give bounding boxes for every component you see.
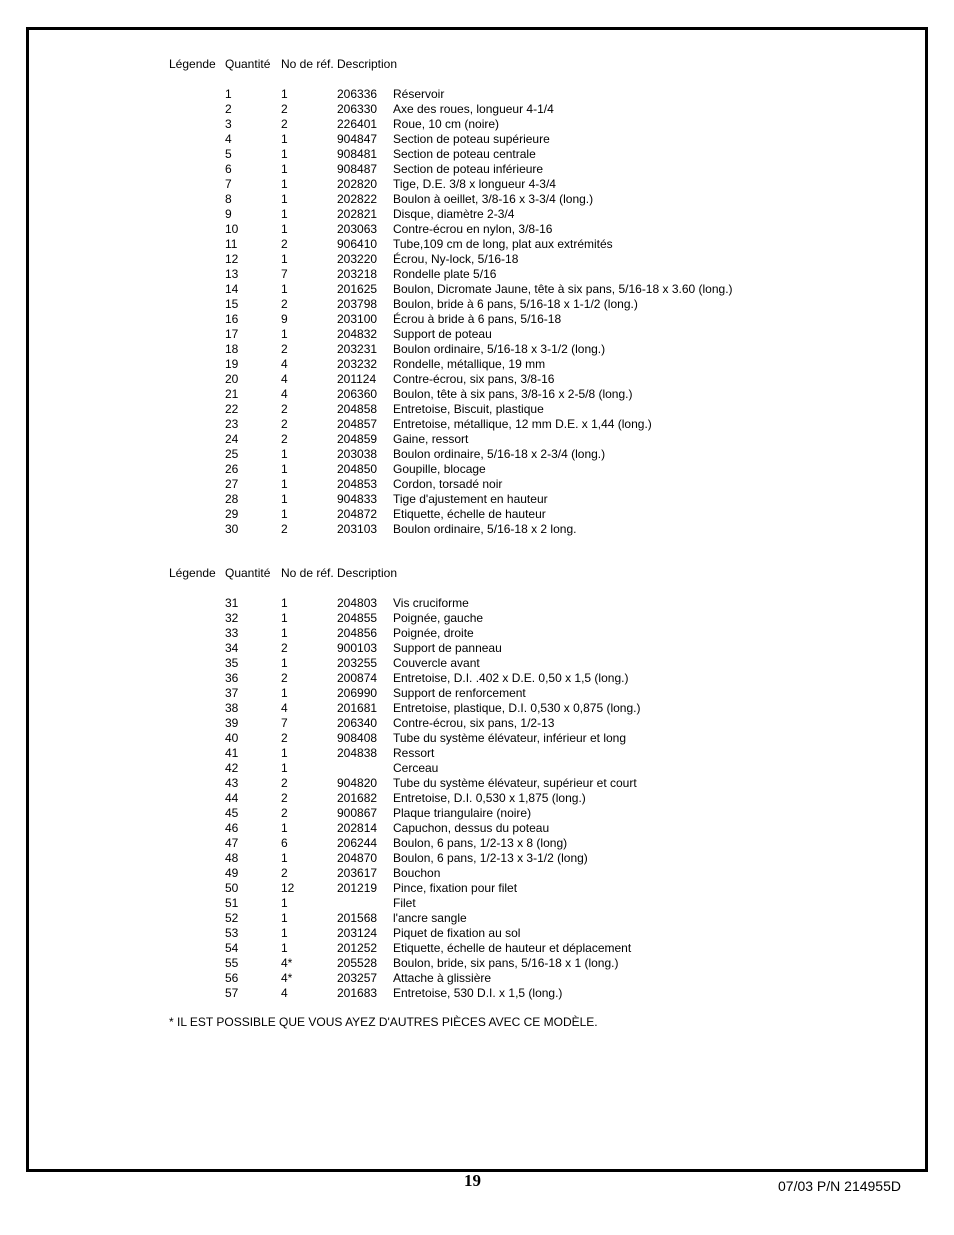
row-description: Support de panneau — [393, 641, 502, 655]
row-description: Entretoise, D.I. 0,530 x 1,875 (long.) — [393, 791, 586, 805]
row-legend-number: 3 — [225, 117, 232, 131]
row-description: l'ancre sangle — [393, 911, 467, 925]
row-description: Écrou à bride à 6 pans, 5/16-18 — [393, 312, 562, 326]
row-quantity: 1 — [281, 207, 288, 221]
row-description: Entretoise, D.I. .402 x D.E. 0,50 x 1,5 (long.) — [393, 671, 629, 685]
row-ref-number: 201683 — [337, 986, 378, 1000]
row-ref-number: 200874 — [337, 671, 378, 685]
row-description: Entretoise, métallique, 12 mm D.E. x 1,44 (long.) — [393, 417, 652, 431]
row-ref-number: 205528 — [337, 956, 378, 970]
header-quantity: Quantité — [225, 57, 271, 71]
row-ref-number: 203100 — [337, 312, 378, 326]
row-ref-number: 204803 — [337, 596, 378, 610]
header-legend: Légende — [169, 57, 216, 71]
row-ref-number: 206336 — [337, 87, 378, 101]
row-quantity: 1 — [281, 222, 288, 236]
row-legend-number: 20 — [225, 372, 239, 386]
row-description: Entretoise, plastique, D.I. 0,530 x 0,875 (long.) — [393, 701, 641, 715]
row-ref-number: 206360 — [337, 387, 378, 401]
row-description: Boulon, Dicromate Jaune, tête à six pans, 5/16-18 x 3.60 (long.) — [393, 282, 733, 296]
row-ref-number: 204859 — [337, 432, 378, 446]
row-ref-number: 203257 — [337, 971, 378, 985]
row-ref-number: 201124 — [337, 372, 377, 386]
row-description: Boulon à oeillet, 3/8-16 x 3-3/4 (long.) — [393, 192, 594, 206]
header-ref: No de réf. — [281, 57, 334, 71]
row-ref-number: 204850 — [337, 462, 378, 476]
row-quantity: 1 — [281, 447, 288, 461]
row-description: Support de renforcement — [393, 686, 526, 700]
row-quantity: 2 — [281, 342, 288, 356]
row-quantity: 1 — [281, 821, 288, 835]
row-ref-number: 204872 — [337, 507, 378, 521]
row-ref-number: 206244 — [337, 836, 378, 850]
row-description: Boulon ordinaire, 5/16-18 x 2-3/4 (long.) — [393, 447, 606, 461]
row-description: Vis cruciforme — [393, 596, 469, 610]
row-description: Couvercle avant — [393, 656, 480, 670]
row-quantity: 1 — [281, 941, 288, 955]
header-quantity: Quantité — [225, 566, 271, 580]
row-description: Entretoise, Biscuit, plastique — [393, 402, 544, 416]
row-quantity: 1 — [281, 761, 288, 775]
row-description: Tige d'ajustement en hauteur — [393, 492, 548, 506]
row-quantity: 2 — [281, 117, 288, 131]
row-ref-number: 908481 — [337, 147, 378, 161]
row-legend-number: 10 — [225, 222, 239, 236]
row-description: Contre-écrou, six pans, 3/8-16 — [393, 372, 555, 386]
row-ref-number: 204832 — [337, 327, 378, 341]
row-ref-number: 201219 — [337, 881, 378, 895]
row-quantity: 1 — [281, 282, 288, 296]
row-ref-number: 206340 — [337, 716, 378, 730]
row-ref-number: 206330 — [337, 102, 378, 116]
row-legend-number: 52 — [225, 911, 239, 925]
row-legend-number: 33 — [225, 626, 239, 640]
row-quantity: 4 — [281, 387, 288, 401]
row-quantity: 4* — [281, 971, 293, 985]
row-quantity: 4 — [281, 372, 288, 386]
row-legend-number: 44 — [225, 791, 239, 805]
row-legend-number: 26 — [225, 462, 239, 476]
row-quantity: 1 — [281, 507, 288, 521]
row-quantity: 1 — [281, 477, 288, 491]
page-number: 19 — [464, 1171, 481, 1190]
row-ref-number: 201252 — [337, 941, 378, 955]
row-ref-number: 204838 — [337, 746, 378, 760]
row-description: Réservoir — [393, 87, 445, 101]
row-legend-number: 7 — [225, 177, 232, 191]
row-legend-number: 16 — [225, 312, 239, 326]
row-description: Poignée, gauche — [393, 611, 484, 625]
row-legend-number: 53 — [225, 926, 239, 940]
row-legend-number: 36 — [225, 671, 239, 685]
row-legend-number: 9 — [225, 207, 232, 221]
row-legend-number: 46 — [225, 821, 239, 835]
row-legend-number: 21 — [225, 387, 239, 401]
row-quantity: 1 — [281, 596, 288, 610]
row-quantity: 1 — [281, 911, 288, 925]
row-ref-number: 202821 — [337, 207, 378, 221]
row-legend-number: 2 — [225, 102, 232, 116]
row-quantity: 1 — [281, 177, 288, 191]
row-description: Contre-écrou, six pans, 1/2-13 — [393, 716, 555, 730]
row-ref-number: 204857 — [337, 417, 378, 431]
row-description: Cordon, torsadé noir — [393, 477, 503, 491]
row-description: Gaine, ressort — [393, 432, 469, 446]
row-legend-number: 45 — [225, 806, 239, 820]
row-ref-number: 900867 — [337, 806, 378, 820]
row-ref-number: 201568 — [337, 911, 378, 925]
row-quantity: 1 — [281, 626, 288, 640]
row-description: Poignée, droite — [393, 626, 474, 640]
row-ref-number: 202822 — [337, 192, 378, 206]
row-description: Section de poteau inférieure — [393, 162, 544, 176]
row-description: Boulon, bride à 6 pans, 5/16-18 x 1-1/2 (long.) — [393, 297, 638, 311]
row-quantity: 2 — [281, 671, 288, 685]
row-legend-number: 14 — [225, 282, 239, 296]
row-ref-number: 203231 — [337, 342, 378, 356]
row-legend-number: 57 — [225, 986, 239, 1000]
footnote: * IL EST POSSIBLE QUE VOUS AYEZ D'AUTRES PIÈCES AVEC CE MODÈLE. — [169, 1015, 598, 1029]
row-legend-number: 12 — [225, 252, 239, 266]
row-quantity: 2 — [281, 417, 288, 431]
row-quantity: 1 — [281, 492, 288, 506]
header-description: Description — [337, 566, 398, 580]
row-legend-number: 32 — [225, 611, 239, 625]
row-quantity: 4 — [281, 357, 288, 371]
row-legend-number: 23 — [225, 417, 239, 431]
row-ref-number: 226401 — [337, 117, 378, 131]
row-legend-number: 19 — [225, 357, 239, 371]
row-ref-number: 204856 — [337, 626, 378, 640]
row-legend-number: 18 — [225, 342, 239, 356]
row-ref-number: 202814 — [337, 821, 378, 835]
row-description: Rondelle plate 5/16 — [393, 267, 497, 281]
row-description: Capuchon, dessus du poteau — [393, 821, 550, 835]
row-ref-number: 203255 — [337, 656, 378, 670]
row-ref-number: 206990 — [337, 686, 378, 700]
row-description: Bouchon — [393, 866, 441, 880]
row-quantity: 1 — [281, 851, 288, 865]
row-description: Boulon, 6 pans, 1/2-13 x 8 (long) — [393, 836, 568, 850]
row-ref-number: 904847 — [337, 132, 378, 146]
header-ref: No de réf. — [281, 566, 334, 580]
row-description: Boulon ordinaire, 5/16-18 x 2 long. — [393, 522, 577, 536]
row-description: Tube,109 cm de long, plat aux extrémités — [393, 237, 613, 251]
row-quantity: 1 — [281, 252, 288, 266]
row-description: Etiquette, échelle de hauteur — [393, 507, 546, 521]
row-legend-number: 42 — [225, 761, 239, 775]
row-ref-number: 201681 — [337, 701, 378, 715]
row-quantity: 2 — [281, 731, 288, 745]
row-description: Section de poteau supérieure — [393, 132, 550, 146]
row-quantity: 1 — [281, 746, 288, 760]
row-description: Tige, D.E. 3/8 x longueur 4-3/4 — [393, 177, 556, 191]
row-quantity: 2 — [281, 791, 288, 805]
row-legend-number: 41 — [225, 746, 239, 760]
row-quantity: 1 — [281, 87, 288, 101]
header-description: Description — [337, 57, 398, 71]
row-legend-number: 37 — [225, 686, 239, 700]
row-quantity: 1 — [281, 656, 288, 670]
row-quantity: 1 — [281, 926, 288, 940]
row-quantity: 2 — [281, 522, 288, 536]
row-ref-number: 203103 — [337, 522, 378, 536]
row-ref-number: 203218 — [337, 267, 378, 281]
row-description: Section de poteau centrale — [393, 147, 536, 161]
row-legend-number: 50 — [225, 881, 239, 895]
row-description: Axe des roues, longueur 4-1/4 — [393, 102, 554, 116]
row-description: Filet — [393, 896, 416, 910]
row-ref-number: 201625 — [337, 282, 378, 296]
row-description: Tube du système élévateur, supérieur et court — [393, 776, 637, 790]
row-quantity: 1 — [281, 327, 288, 341]
row-legend-number: 38 — [225, 701, 239, 715]
row-legend-number: 48 — [225, 851, 239, 865]
row-legend-number: 49 — [225, 866, 239, 880]
row-description: Boulon ordinaire, 5/16-18 x 3-1/2 (long.) — [393, 342, 606, 356]
row-description: Pince, fixation pour filet — [393, 881, 518, 895]
row-legend-number: 40 — [225, 731, 239, 745]
row-quantity: 1 — [281, 462, 288, 476]
row-ref-number: 908487 — [337, 162, 378, 176]
row-legend-number: 31 — [225, 596, 239, 610]
row-legend-number: 24 — [225, 432, 239, 446]
row-quantity: 1 — [281, 686, 288, 700]
row-quantity: 12 — [281, 881, 295, 895]
row-legend-number: 35 — [225, 656, 239, 670]
row-description: Ressort — [393, 746, 435, 760]
row-legend-number: 1 — [225, 87, 232, 101]
row-quantity: 2 — [281, 866, 288, 880]
row-description: Etiquette, échelle de hauteur et déplacement — [393, 941, 632, 955]
row-quantity: 4 — [281, 986, 288, 1000]
row-quantity: 1 — [281, 611, 288, 625]
row-description: Disque, diamètre 2-3/4 — [393, 207, 515, 221]
row-ref-number: 201682 — [337, 791, 378, 805]
row-quantity: 4 — [281, 701, 288, 715]
row-quantity: 2 — [281, 237, 288, 251]
row-description: Boulon, bride, six pans, 5/16-18 x 1 (long.) — [393, 956, 619, 970]
row-description: Écrou, Ny-lock, 5/16-18 — [393, 252, 519, 266]
row-description: Entretoise, 530 D.I. x 1,5 (long.) — [393, 986, 563, 1000]
row-quantity: 6 — [281, 836, 288, 850]
row-legend-number: 43 — [225, 776, 239, 790]
row-ref-number: 203063 — [337, 222, 378, 236]
row-description: Attache à glissière — [393, 971, 492, 985]
row-ref-number: 203038 — [337, 447, 378, 461]
row-ref-number: 204858 — [337, 402, 378, 416]
row-quantity: 1 — [281, 162, 288, 176]
row-legend-number: 54 — [225, 941, 239, 955]
row-legend-number: 39 — [225, 716, 239, 730]
row-quantity: 4* — [281, 956, 293, 970]
row-description: Piquet de fixation au sol — [393, 926, 521, 940]
row-legend-number: 27 — [225, 477, 239, 491]
row-quantity: 1 — [281, 896, 288, 910]
row-quantity: 2 — [281, 297, 288, 311]
row-quantity: 9 — [281, 312, 288, 326]
row-legend-number: 11 — [225, 237, 238, 251]
row-ref-number: 908408 — [337, 731, 378, 745]
row-ref-number: 204870 — [337, 851, 378, 865]
row-ref-number: 900103 — [337, 641, 378, 655]
row-legend-number: 25 — [225, 447, 239, 461]
row-description: Tube du système élévateur, inférieur et long — [393, 731, 627, 745]
row-quantity: 7 — [281, 716, 288, 730]
row-legend-number: 28 — [225, 492, 239, 506]
row-description: Boulon, tête à six pans, 3/8-16 x 2-5/8 (long.) — [393, 387, 633, 401]
row-quantity: 1 — [281, 132, 288, 146]
row-ref-number: 904820 — [337, 776, 378, 790]
row-legend-number: 29 — [225, 507, 239, 521]
row-legend-number: 15 — [225, 297, 239, 311]
row-legend-number: 51 — [225, 896, 239, 910]
row-description: Rondelle, métallique, 19 mm — [393, 357, 546, 371]
row-quantity: 1 — [281, 192, 288, 206]
row-legend-number: 56 — [225, 971, 239, 985]
row-ref-number: 906410 — [337, 237, 378, 251]
row-ref-number: 203617 — [337, 866, 378, 880]
row-description: Cerceau — [393, 761, 439, 775]
row-quantity: 2 — [281, 806, 288, 820]
row-legend-number: 47 — [225, 836, 239, 850]
row-legend-number: 22 — [225, 402, 239, 416]
row-legend-number: 8 — [225, 192, 232, 206]
row-ref-number: 204855 — [337, 611, 378, 625]
row-quantity: 1 — [281, 147, 288, 161]
row-description: Goupille, blocage — [393, 462, 486, 476]
row-description: Boulon, 6 pans, 1/2-13 x 3-1/2 (long) — [393, 851, 588, 865]
header-legend: Légende — [169, 566, 216, 580]
row-description: Support de poteau — [393, 327, 492, 341]
row-legend-number: 55 — [225, 956, 239, 970]
row-ref-number: 203232 — [337, 357, 378, 371]
row-ref-number: 203798 — [337, 297, 378, 311]
row-description: Plaque triangulaire (noire) — [393, 806, 532, 820]
row-legend-number: 5 — [225, 147, 232, 161]
row-legend-number: 34 — [225, 641, 239, 655]
row-quantity: 2 — [281, 776, 288, 790]
row-legend-number: 4 — [225, 132, 232, 146]
row-ref-number: 203220 — [337, 252, 378, 266]
row-quantity: 2 — [281, 432, 288, 446]
row-quantity: 7 — [281, 267, 288, 281]
row-ref-number: 904833 — [337, 492, 378, 506]
row-quantity: 2 — [281, 641, 288, 655]
row-quantity: 2 — [281, 102, 288, 116]
row-description: Contre-écrou en nylon, 3/8-16 — [393, 222, 553, 236]
row-legend-number: 13 — [225, 267, 239, 281]
row-ref-number: 204853 — [337, 477, 378, 491]
row-description: Roue, 10 cm (noire) — [393, 117, 500, 131]
row-ref-number: 202820 — [337, 177, 378, 191]
row-ref-number: 203124 — [337, 926, 378, 940]
row-legend-number: 6 — [225, 162, 232, 176]
part-number: 07/03 P/N 214955D — [778, 1178, 901, 1194]
row-legend-number: 30 — [225, 522, 239, 536]
row-legend-number: 17 — [225, 327, 239, 341]
row-quantity: 2 — [281, 402, 288, 416]
